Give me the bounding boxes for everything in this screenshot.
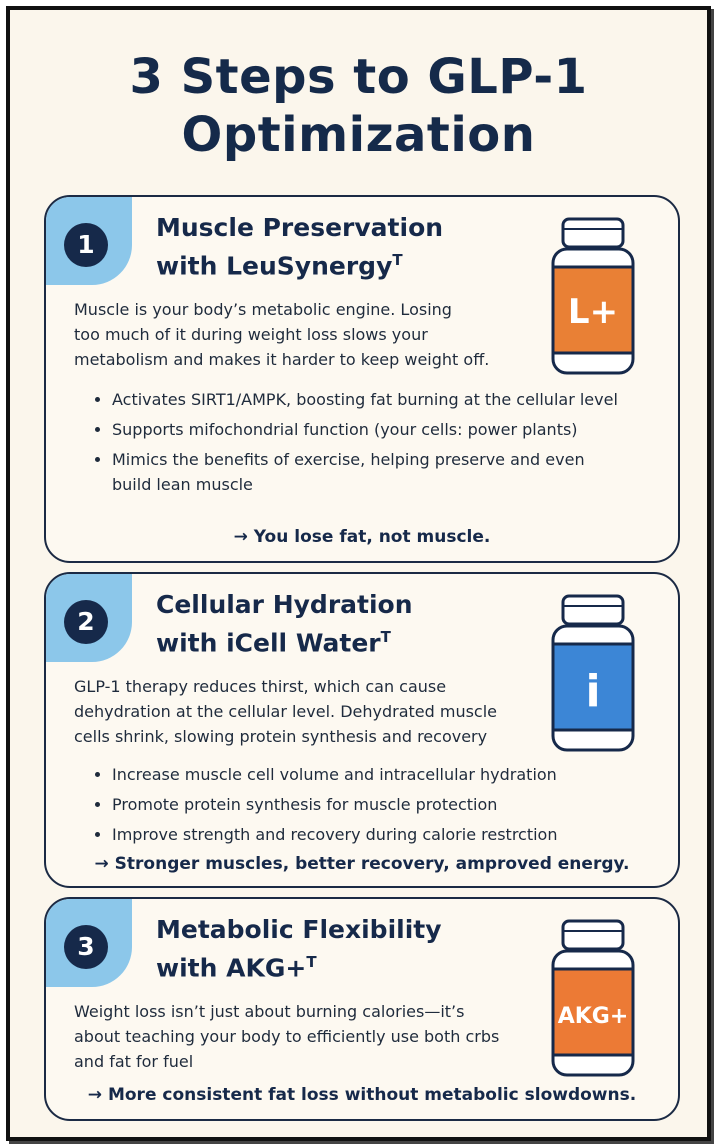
heading-line-2: with AKG+ <box>156 953 307 983</box>
benefit-item: • Supports mifochondrial function (your cells: power plants) <box>112 417 622 442</box>
step-description <box>74 999 499 1074</box>
step-number-badge: 1 <box>64 223 108 267</box>
benefit-item: • Activates SIRT1/AMPK, boosting fat burning at the cellular level <box>112 387 622 412</box>
description-line: metabolism and makes it harder to keep weight off. <box>74 350 490 369</box>
page-title <box>10 48 707 164</box>
step-description <box>74 674 497 749</box>
bottle-label: AKG+ <box>557 1004 629 1029</box>
step-card-1 <box>44 195 680 563</box>
step-heading <box>156 211 443 282</box>
description-line: about teaching your body to efficiently use both crbs <box>74 1027 500 1046</box>
step-result: → More consistent fat loss without metabolic slowdowns. <box>87 1085 637 1105</box>
heading-line-2: with LeuSynergy <box>156 251 393 281</box>
benefit-list <box>94 387 622 502</box>
description-line: dehydration at the cellular level. Dehydrated muscle <box>74 702 498 721</box>
description-line: Muscle is your body’s metabolic engine. Losing <box>74 300 452 319</box>
description-line: too much of it during weight loss slows your <box>74 325 428 344</box>
benefit-list <box>94 762 632 852</box>
supplement-bottle-icon <box>548 592 638 756</box>
description-line: and fat for fuel <box>74 1052 194 1071</box>
benefit-item: • Improve strength and recovery during calorie restrction <box>112 822 632 847</box>
trademark-mark: T <box>380 628 391 646</box>
step-result: → Stronger muscles, better recovery, amproved energy. <box>94 854 630 874</box>
step-card-3 <box>44 897 680 1121</box>
step-heading <box>156 913 442 984</box>
title-line-2: Optimization <box>181 107 536 163</box>
description-line: Weight loss isn’t just about burning calories—it’s <box>74 1002 465 1021</box>
heading-line-1: Muscle Preservation <box>156 213 444 242</box>
step-result: → You lose fat, not muscle. <box>233 527 491 547</box>
step-description <box>74 297 489 372</box>
step-number-badge: 2 <box>64 600 108 644</box>
bottle-label: i <box>585 666 601 717</box>
benefit-item: • Mimics the benefits of exercise, helping preserve and even build lean muscle <box>112 447 622 497</box>
benefit-item: • Promote protein synthesis for muscle protection <box>112 792 632 817</box>
step-heading <box>156 588 413 659</box>
description-line: cells shrink, slowing protein synthesis and recovery <box>74 727 488 746</box>
heading-line-1: Metabolic Flexibility <box>156 915 442 944</box>
description-line: GLP-1 therapy reduces thirst, which can cause <box>74 677 447 696</box>
title-line-1: 3 Steps to GLP-1 <box>129 49 588 105</box>
supplement-bottle-icon <box>548 917 638 1081</box>
heading-line-2: with iCell Water <box>156 628 381 658</box>
bottle-label: L+ <box>567 292 619 332</box>
trademark-mark: T <box>392 251 403 269</box>
heading-line-1: Cellular Hydration <box>156 590 413 619</box>
benefit-item: • Increase muscle cell volume and intracellular hydration <box>112 762 632 787</box>
trademark-mark: T <box>306 953 317 971</box>
supplement-bottle-icon <box>548 215 638 379</box>
infographic-frame <box>6 6 711 1141</box>
step-number-badge: 3 <box>64 925 108 969</box>
step-card-2 <box>44 572 680 888</box>
